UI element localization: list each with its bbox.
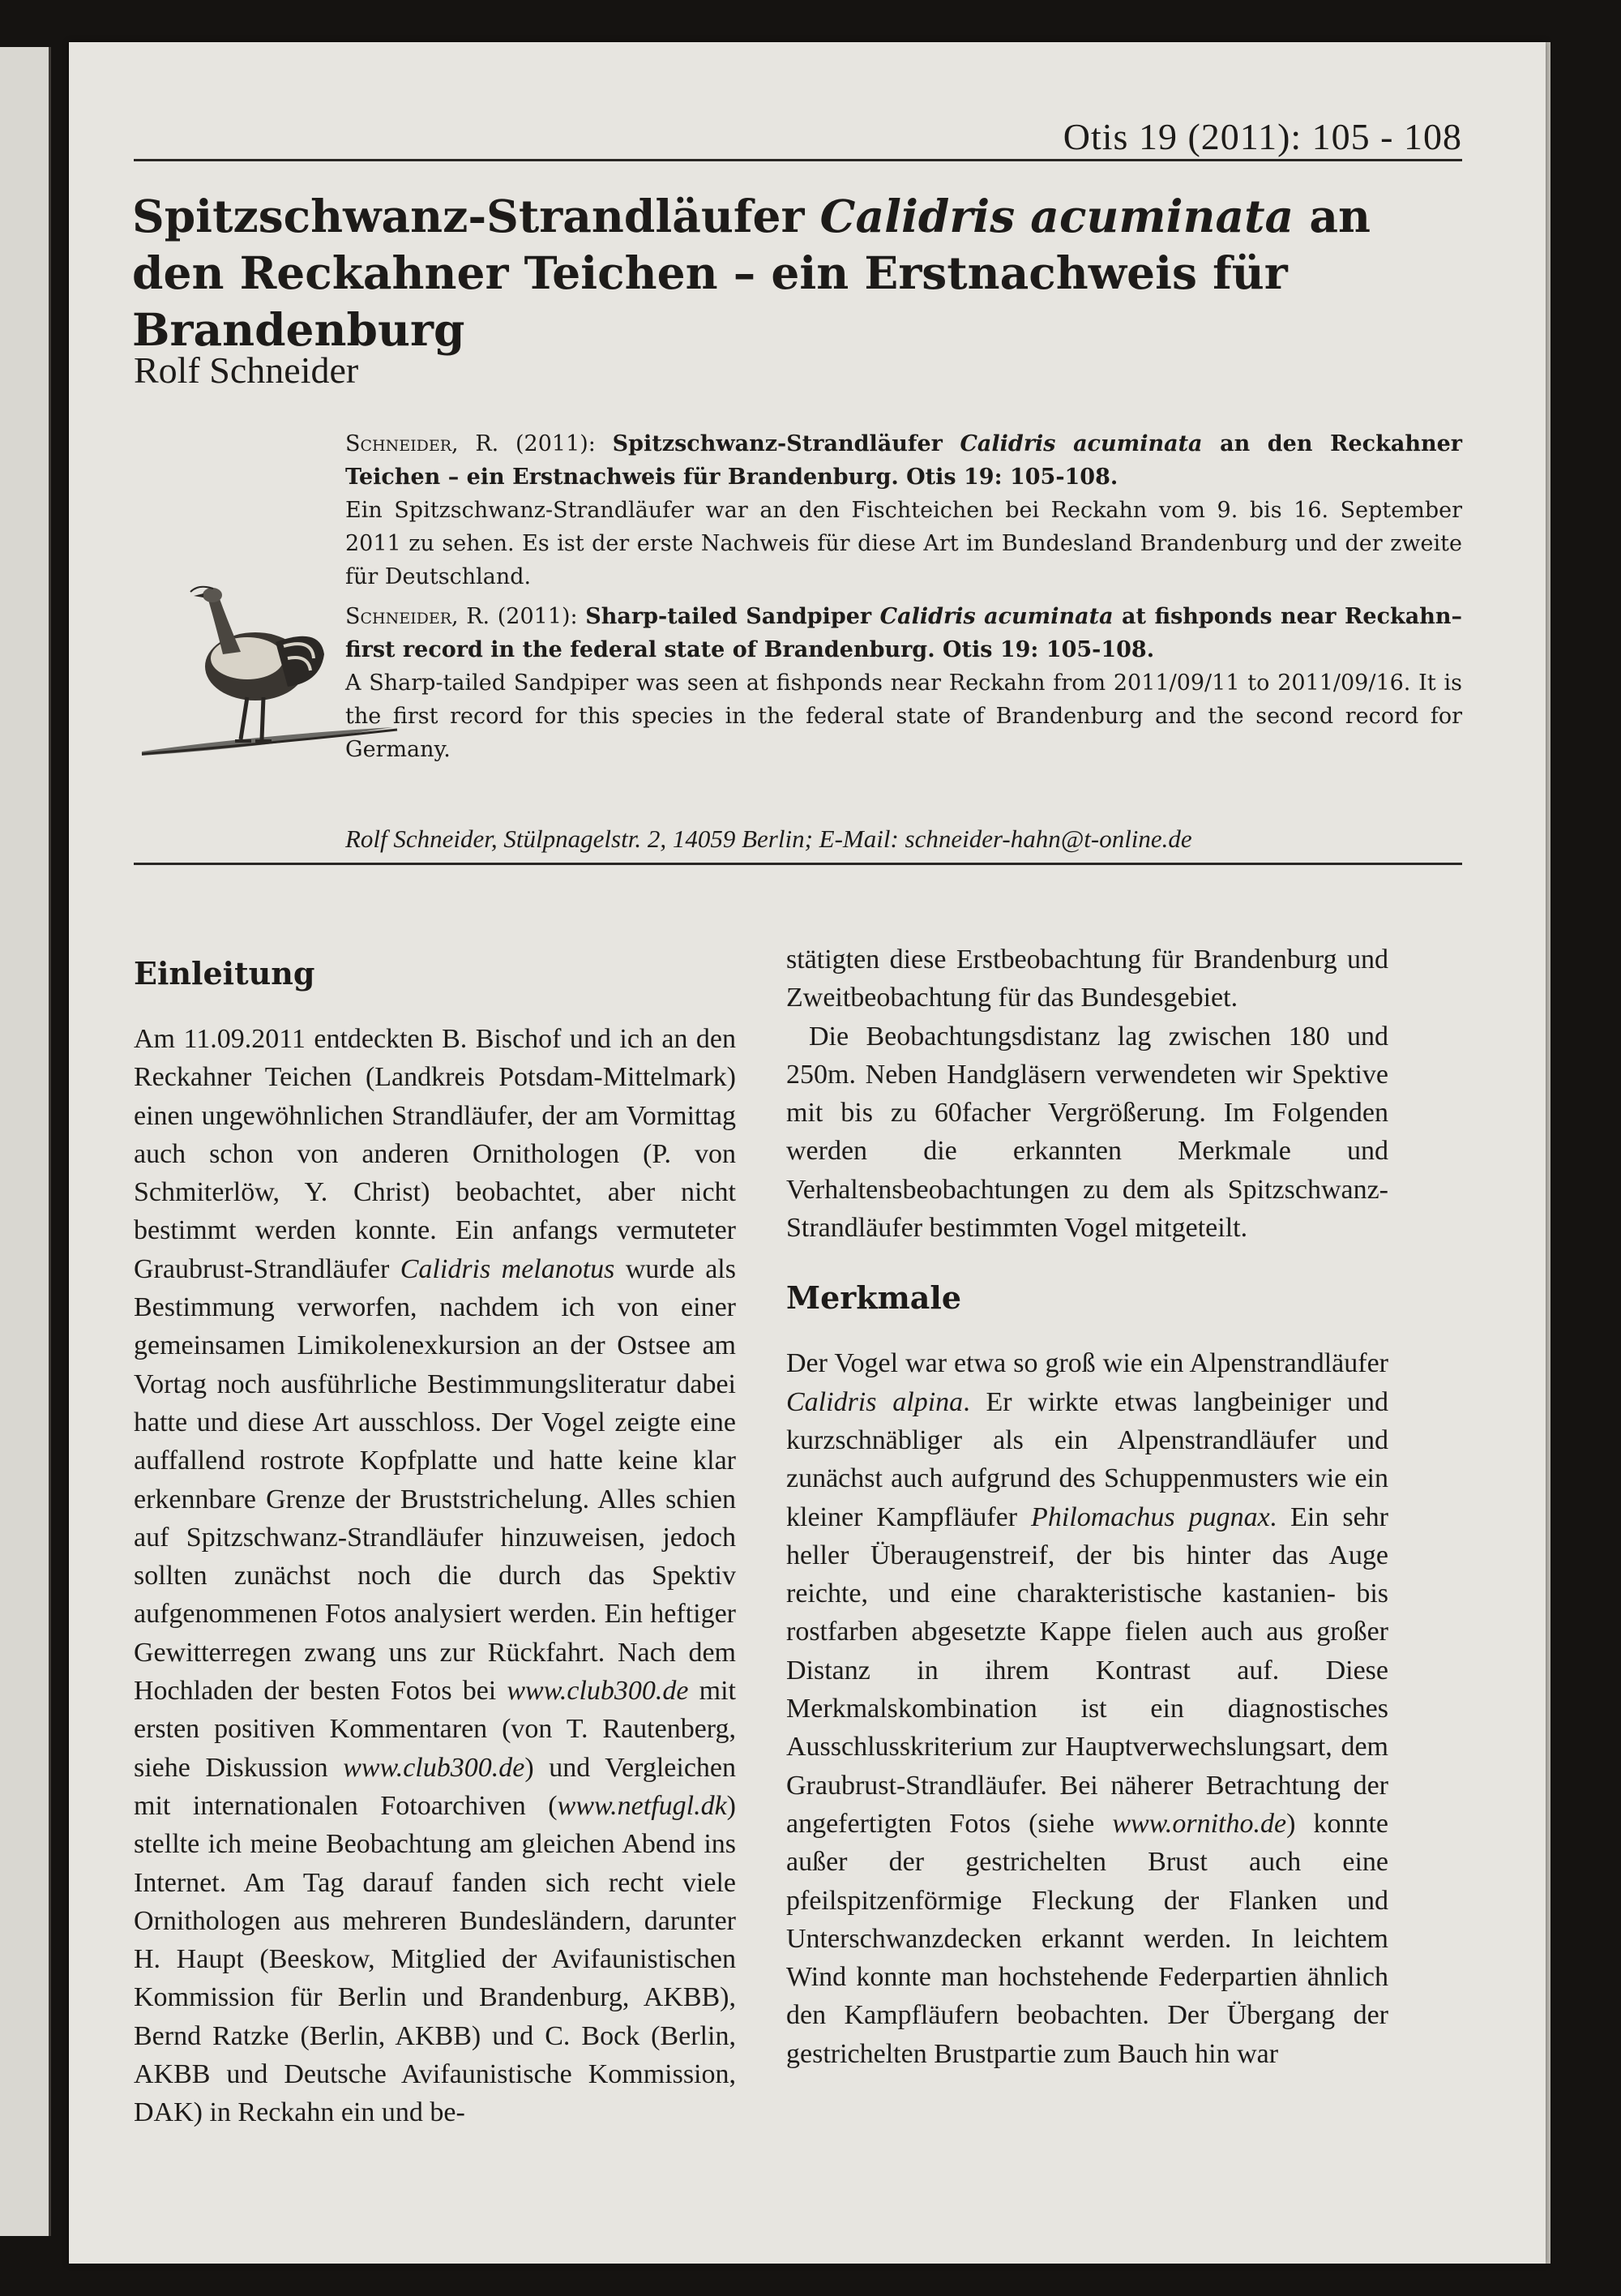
abstract-en-text: A Sharp-tailed Sandpiper was seen at fishponds near Reckahn from 2011/09/11 to 2011/09/16. It is the first record for this species in the federal state of Brandenburg and the second record for Germany.	[345, 670, 1462, 762]
adjacent-page-edge	[0, 47, 51, 2236]
abstract-de	[345, 427, 1462, 593]
author-address: Rolf Schneider, Stülpnagelstr. 2, 14059 Berlin; E-Mail: schneider-hahn@t-online.de	[345, 825, 1192, 853]
merkmale-text-4: ) konnte außer der gestrichelten Brust auch eine pfeilspitzenförmige Fleckung der Flanken und Unterschwanzdecken erkannt werden. In leichtem Wind konnte man hochstehende Federpartien ähnlich den Kampfläufern beobachten. Der Übergang der gestrichelten Brustpartie zum Bauch hin war	[786, 1808, 1388, 2069]
journal-page	[69, 42, 1546, 2264]
species-pugnax: Philomachus pugnax	[1031, 1501, 1270, 1532]
link-club300-discussion[interactable]: www.club300.de	[343, 1752, 525, 1783]
citation-title-de-2: an den Reckahner Teichen – ein Erstnachweis für Brandenburg. Otis 19: 105-108.	[345, 431, 1462, 490]
citation-author-de: Schneider	[345, 431, 452, 456]
title-part-1: Spitzschwanz-Strandläufer	[132, 190, 820, 242]
species-name: Calidris melanotus	[400, 1253, 615, 1284]
paragraph-merkmale	[786, 1344, 1388, 2073]
section-heading-einleitung: Einleitung	[134, 955, 315, 992]
paragraph-einleitung	[134, 1020, 736, 2132]
merkmale-text-2: . Er wirkte etwas langbeiniger und kurzschnäbliger als ein Alpenstrandläufer und zunächst auch aufgrund des Schuppenmusters wie ein kleiner Kampfläufer	[786, 1386, 1389, 1532]
citation-year-en: , R. (2011):	[451, 604, 586, 629]
einleitung-text-4: ) und Vergleichen mit internationalen Fotoarchiven (	[134, 1752, 736, 1821]
article-title	[132, 188, 1461, 358]
title-species: Calidris acuminata	[819, 190, 1294, 242]
right-column	[786, 940, 1388, 2073]
citation-species-de: Calidris acuminata	[960, 431, 1203, 456]
einleitung-text-2: wurde als Bestimmung verworfen, nachdem ich von einer gemeinsamen Limikolenexkursion an der Ostsee am Vortag noch ausführliche Bestimmungsliteratur dabei hatte und diese Art ausschloss. Der Vogel zeigte eine auffallend rostrote Kopfplatte und hatte keine klar erkennbare Grenze der Bruststrichelung. Alles schien auf Spitzschwanz-Strandläufer hinzuweisen, jedoch sollten zunächst noch die durch das Spektiv aufgenommenen Fotos analysiert werden. Ein heftiger Gewitterregen zwang uns zur Rückfahrt. Nach dem Hochladen der besten Fotos bei	[134, 1253, 736, 1707]
einleitung-text-1: Am 11.09.2011 entdeckten B. Bischof und ich an den Reckahner Teichen (Landkreis Potsdam-Mittelmark) einen ungewöhnlichen Strandläufer, der am Vormittag auch schon von anderen Ornithologen (P. von Schmiterlöw, Y. Christ) beobachtet, aber nicht bestimmt werden konnte. Ein anfangs vermuteter Graubrust-Strandläufer	[134, 1024, 736, 1284]
merkmale-text-3: . Ein sehr heller Überaugenstreif, der bis hinter das Auge reichte, und eine charakteristische kastanien- bis rostfarben abgesetzte Kappe fielen auch aus großer Distanz in ihrem Kontrast auf. Diese Merkmalskombination ist ein diagnostisches Ausschlusskriterium zur Hauptverwechslungsart, dem Graubrust-Strandläufer. Bei näherer Betrachtung der angefertigten Fotos (siehe	[786, 1501, 1388, 1839]
einleitung-text-3: mit ersten positiven Kommentaren (von T. Rautenberg, siehe Diskussion	[134, 1676, 736, 1783]
link-club300[interactable]: www.club300.de	[507, 1676, 689, 1707]
citation-species-en: Calidris acuminata	[879, 604, 1114, 629]
citation-year-de: , R. (2011):	[451, 431, 613, 456]
paragraph-continuation: stätigten diese Erstbeobachtung für Brandenburg und Zweitbeobachtung für das Bundesgebiet.	[786, 945, 1388, 1013]
species-alpina: Calidris alpina	[786, 1386, 964, 1417]
citation-title-de-1: Spitzschwanz-Strandläufer	[612, 431, 960, 456]
left-column	[134, 940, 736, 2132]
link-netfugl[interactable]: www.netfugl.dk	[557, 1790, 727, 1821]
einleitung-text-5: ) stellte ich meine Beobachtung am gleichen Abend ins Internet. Am Tag darauf fanden sich recht viele Ornithologen aus mehreren Bundesländern, darunter H. Haupt (Beeskow, Mitglied der Avifaunistischen Kommission für Berlin und Brandenburg, AKBB), Bernd Ratzke (Berlin, AKBB) und C. Bock (Berlin, AKBB und Deutsche Avifaunistische Kommission, DAK) in Reckahn ein und be-	[134, 1790, 736, 2128]
header-rule	[134, 159, 1462, 161]
citation-title-en-2: at fishponds near Reckahn– first record in the federal state of Brandenburg. Otis 19: 105-108.	[345, 604, 1462, 662]
merkmale-text-1: Der Vogel war etwa so groß wie ein Alpenstrandläufer	[786, 1348, 1388, 1379]
link-ornitho[interactable]: www.ornitho.de	[1112, 1808, 1287, 1839]
abstract-block	[345, 427, 1462, 773]
section-heading-merkmale: Merkmale	[786, 1279, 962, 1317]
abstract-en	[345, 600, 1462, 766]
citation-title-en-1: Sharp-tailed Sandpiper	[585, 604, 880, 629]
journal-reference: Otis 19 (2011): 105 - 108	[1063, 116, 1462, 157]
page-edge-shadow	[1546, 42, 1550, 2264]
abstract-de-text: Ein Spitzschwanz-Strandläufer war an den Fischteichen bei Reckahn vom 9. bis 16. September 2011 zu sehen. Es ist der erste Nachweis für diese Art im Bundesland Brandenburg und der zweite für Deutschland.	[345, 498, 1462, 589]
title-part-2: an den Reckahner Teichen – ein Erstnachweis für Brandenburg	[132, 190, 1371, 356]
citation-author-en: Schneider	[345, 604, 452, 629]
article-author: Rolf Schneider	[134, 349, 359, 391]
abstract-rule	[134, 863, 1462, 865]
paragraph-distance: Die Beobachtungsdistanz lag zwischen 180 und 250m. Neben Handgläsern verwendeten wir Spektive mit bis zu 60facher Vergrößerung. Im Folgenden werden die erkannten Merkmale und Verhaltensbeobachtungen zu dem als Spitzschwanz-Strandläufer bestimmten Vogel mitgeteilt.	[786, 1021, 1388, 1244]
